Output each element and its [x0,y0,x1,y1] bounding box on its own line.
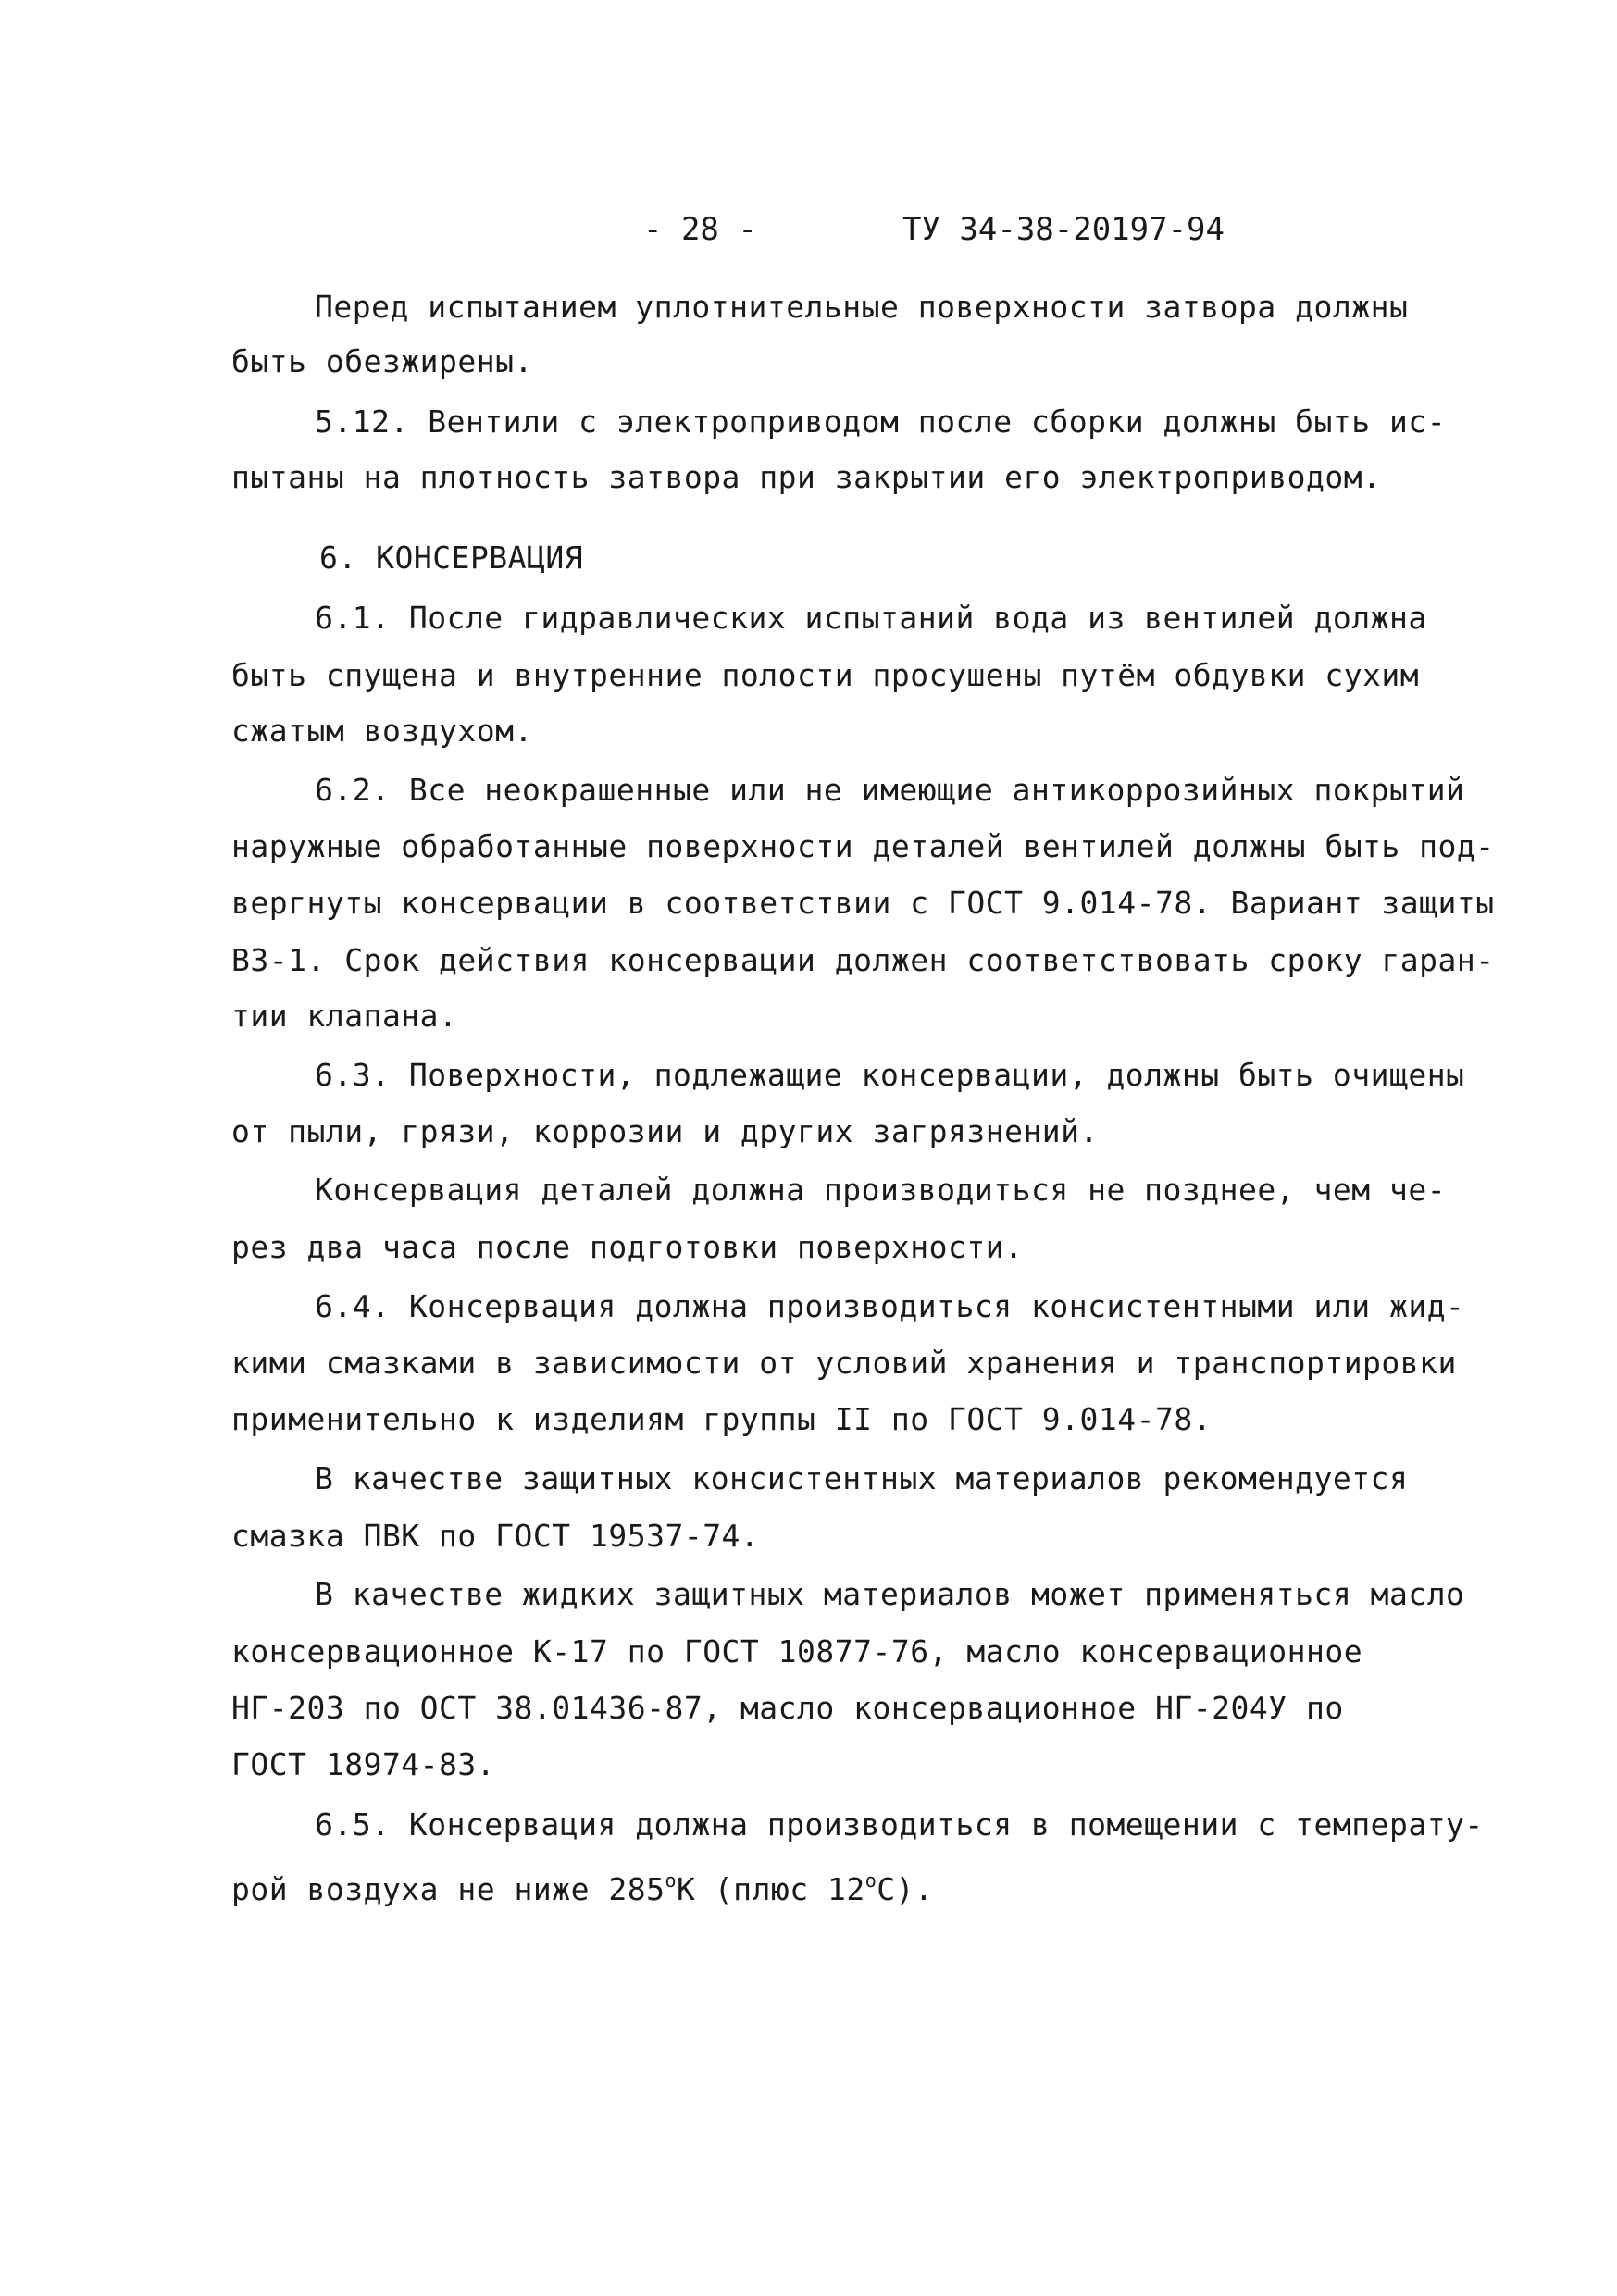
text-line: ГОСТ 18974-83. [231,1746,496,1782]
page-number: - 28 - [643,211,757,248]
text-line: тии клапана. [231,998,458,1034]
text-line: кими смазками в зависимости от условий хранения и транспортировки [231,1345,1457,1381]
text-line: 6.4. Консервация должна производиться консистентными или жид- [315,1288,1465,1324]
section-heading: 6. КОНСЕРВАЦИЯ [319,540,584,576]
text-line: рез два часа после подготовки поверхности. [231,1229,1024,1265]
text-line: ВЗ-1. Срок действия консервации должен соответствовать сроку гаран- [231,942,1495,978]
text-line: пытаны на плотность затвора при закрытии его электроприводом. [231,459,1382,495]
text-fragment: К (плюс 12 [677,1871,865,1907]
text-line: 6.1. После гидравлических испытаний вода из вентилей должна [315,600,1427,636]
text-line: НГ-203 по ОСТ 38.01436-87, масло консервационное НГ-204У по [231,1690,1344,1726]
document-code: ТУ 34-38-20197-94 [902,211,1225,248]
text-line: быть спущена и внутренние полости просушены путём обдувки сухим [231,657,1420,693]
text-line: смазка ПВК по ГОСТ 19537-74. [231,1518,760,1554]
text-line-with-superscripts [231,1862,933,1908]
text-line: 6.3. Поверхности, подлежащие консервации, должны быть очищены [315,1057,1465,1093]
text-line: сжатым воздухом. [231,713,533,749]
text-line: от пыли, грязи, коррозии и других загрязнений. [231,1113,1099,1149]
text-line: консервационное К-17 по ГОСТ 10877-76, масло консервационное [231,1633,1363,1669]
text-fragment: С). [877,1871,934,1907]
text-line: В качестве защитных консистентных материалов рекомендуется [315,1460,1409,1496]
text-line: 6.5. Консервация должна производиться в помещении с температу- [315,1806,1484,1843]
text-line: наружные обработанные поверхности деталей вентилей должны быть под- [231,828,1495,864]
degree-superscript: о [864,1869,877,1892]
text-fragment: рой воздуха не ниже 285 [231,1871,665,1907]
text-line: применительно к изделиям группы II по ГОСТ 9.014-78. [231,1401,1213,1437]
text-line: быть обезжирены. [231,343,533,379]
degree-superscript: о [665,1869,678,1892]
text-line: В качестве жидких защитных материалов может применяться масло [315,1576,1465,1612]
text-line: Перед испытанием уплотнительные поверхности затвора должны [315,289,1409,325]
text-line: вергнуты консервации в соответствии с ГОСТ 9.014-78. Вариант защиты [231,885,1495,921]
text-line: 5.12. Вентили с электроприводом после сборки должны быть ис- [315,403,1447,440]
text-line: 6.2. Все неокрашенные или не имеющие антикоррозийных покрытий [315,772,1465,808]
text-line: Консервация деталей должна производиться не позднее, чем че- [315,1172,1447,1208]
